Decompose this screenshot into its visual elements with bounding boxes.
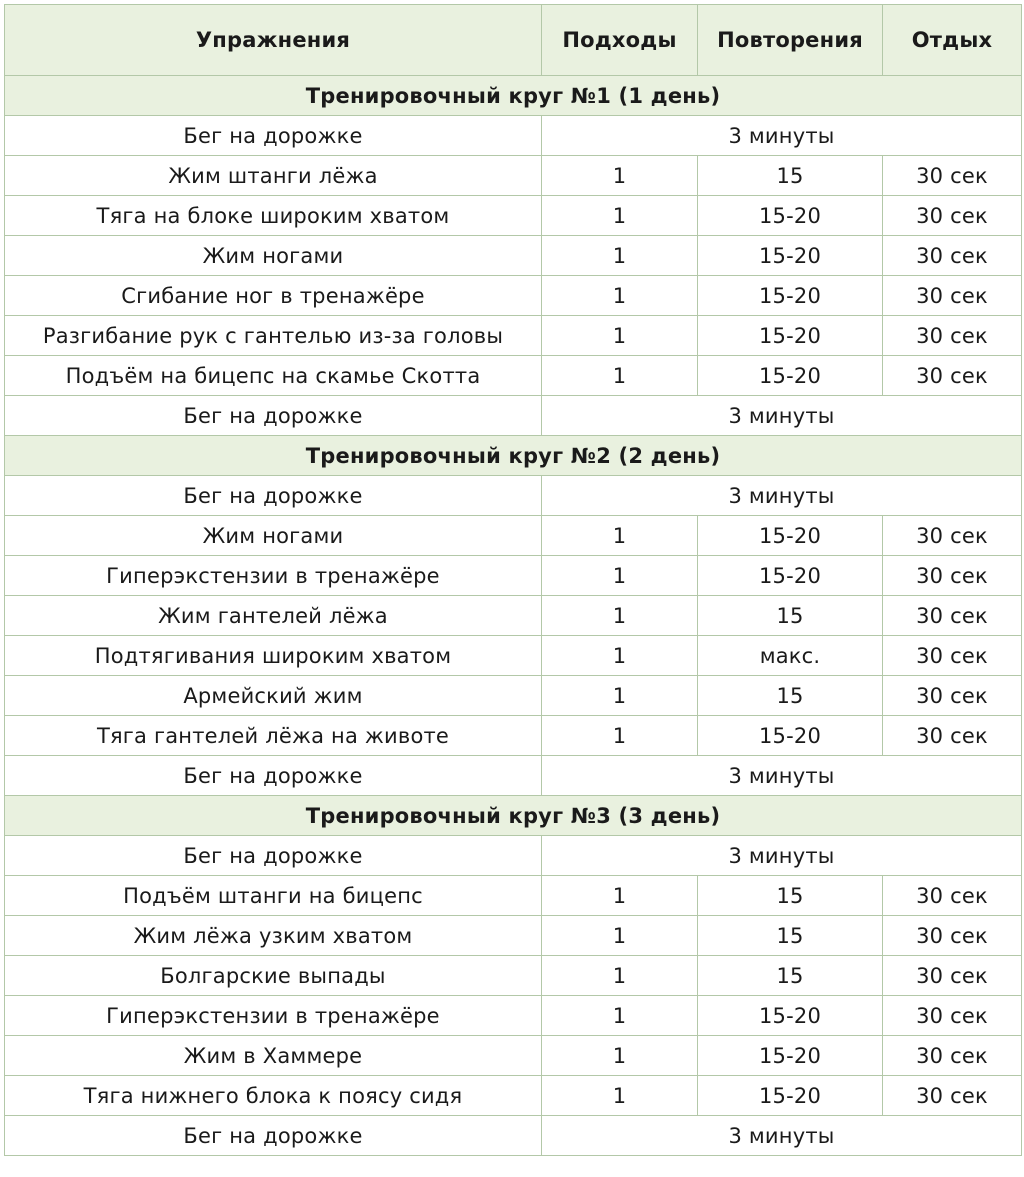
duration-cell: 3 минуты [542,756,1022,796]
section-row [5,76,1022,116]
sets-cell: 1 [542,316,698,356]
exercise-cell: Армейский жим [5,676,542,716]
reps-cell: 15 [698,916,883,956]
table-row [5,396,1022,436]
rest-cell: 30 сек [883,316,1022,356]
sets-cell: 1 [542,596,698,636]
rest-cell: 30 сек [883,996,1022,1036]
exercise-cell: Жим гантелей лёжа [5,596,542,636]
table-row [5,316,1022,356]
rest-cell: 30 сек [883,516,1022,556]
exercise-cell: Тяга нижнего блока к поясу сидя [5,1076,542,1116]
sets-cell: 1 [542,556,698,596]
section-title: Тренировочный круг №2 (2 день) [5,436,1022,476]
reps-cell: 15-20 [698,716,883,756]
rest-cell: 30 сек [883,196,1022,236]
exercise-cell: Бег на дорожке [5,396,542,436]
exercise-cell: Жим ногами [5,236,542,276]
exercise-cell: Болгарские выпады [5,956,542,996]
table-row [5,756,1022,796]
section-row [5,436,1022,476]
rest-cell: 30 сек [883,236,1022,276]
table-row [5,1076,1022,1116]
reps-cell: 15 [698,156,883,196]
sets-cell: 1 [542,716,698,756]
rest-cell: 30 сек [883,1076,1022,1116]
reps-cell: 15-20 [698,1036,883,1076]
duration-cell: 3 минуты [542,476,1022,516]
table-row [5,276,1022,316]
reps-cell: 15 [698,596,883,636]
exercise-cell: Подъём на бицепс на скамье Скотта [5,356,542,396]
sets-cell: 1 [542,876,698,916]
table-row [5,596,1022,636]
section-row [5,796,1022,836]
exercise-cell: Жим в Хаммере [5,1036,542,1076]
table-row [5,516,1022,556]
reps-cell: 15-20 [698,316,883,356]
exercise-cell: Бег на дорожке [5,116,542,156]
exercise-cell: Тяга гантелей лёжа на животе [5,716,542,756]
reps-cell: 15-20 [698,996,883,1036]
exercise-cell: Сгибание ног в тренажёре [5,276,542,316]
table-row [5,716,1022,756]
reps-cell: 15-20 [698,1076,883,1116]
duration-cell: 3 минуты [542,116,1022,156]
exercise-cell: Бег на дорожке [5,836,542,876]
rest-cell: 30 сек [883,276,1022,316]
exercise-cell: Жим штанги лёжа [5,156,542,196]
exercise-cell: Тяга на блоке широким хватом [5,196,542,236]
sets-cell: 1 [542,996,698,1036]
reps-cell: 15-20 [698,276,883,316]
table-row [5,1116,1022,1156]
exercise-cell: Бег на дорожке [5,1116,542,1156]
table-row [5,1036,1022,1076]
exercise-cell: Подтягивания широким хватом [5,636,542,676]
sets-cell: 1 [542,676,698,716]
table-row [5,116,1022,156]
sets-cell: 1 [542,156,698,196]
table-row [5,196,1022,236]
rest-cell: 30 сек [883,876,1022,916]
reps-cell: 15 [698,956,883,996]
workout-table [4,4,1022,1156]
table-row [5,996,1022,1036]
exercise-cell: Бег на дорожке [5,476,542,516]
table-row [5,956,1022,996]
sets-cell: 1 [542,516,698,556]
sets-cell: 1 [542,956,698,996]
sets-cell: 1 [542,636,698,676]
exercise-cell: Гиперэкстензии в тренажёре [5,996,542,1036]
rest-cell: 30 сек [883,156,1022,196]
exercise-cell: Жим лёжа узким хватом [5,916,542,956]
sets-cell: 1 [542,236,698,276]
duration-cell: 3 минуты [542,836,1022,876]
rest-cell: 30 сек [883,956,1022,996]
exercise-cell: Гиперэкстензии в тренажёре [5,556,542,596]
table-row [5,876,1022,916]
header-sets: Подходы [542,5,698,76]
sets-cell: 1 [542,916,698,956]
duration-cell: 3 минуты [542,396,1022,436]
sets-cell: 1 [542,1076,698,1116]
exercise-cell: Бег на дорожке [5,756,542,796]
table-body [5,76,1022,1156]
reps-cell: 15 [698,676,883,716]
rest-cell: 30 сек [883,636,1022,676]
header-reps: Повторения [698,5,883,76]
duration-cell: 3 минуты [542,1116,1022,1156]
table-row [5,836,1022,876]
table-row [5,236,1022,276]
reps-cell: 15-20 [698,356,883,396]
section-title: Тренировочный круг №1 (1 день) [5,76,1022,116]
header-exercises: Упражнения [5,5,542,76]
table-row [5,916,1022,956]
table-row [5,556,1022,596]
rest-cell: 30 сек [883,596,1022,636]
rest-cell: 30 сек [883,1036,1022,1076]
exercise-cell: Разгибание рук с гантелью из-за головы [5,316,542,356]
exercise-cell: Подъём штанги на бицепс [5,876,542,916]
reps-cell: 15-20 [698,556,883,596]
rest-cell: 30 сек [883,716,1022,756]
exercise-cell: Жим ногами [5,516,542,556]
reps-cell: макс. [698,636,883,676]
reps-cell: 15-20 [698,236,883,276]
sets-cell: 1 [542,196,698,236]
sets-cell: 1 [542,356,698,396]
table-row [5,476,1022,516]
reps-cell: 15-20 [698,516,883,556]
rest-cell: 30 сек [883,556,1022,596]
table-header [5,5,1022,76]
table-row [5,636,1022,676]
table-row [5,356,1022,396]
rest-cell: 30 сек [883,356,1022,396]
table-row [5,676,1022,716]
table-row [5,156,1022,196]
reps-cell: 15-20 [698,196,883,236]
header-row [5,5,1022,76]
reps-cell: 15 [698,876,883,916]
rest-cell: 30 сек [883,916,1022,956]
header-rest: Отдых [883,5,1022,76]
rest-cell: 30 сек [883,676,1022,716]
section-title: Тренировочный круг №3 (3 день) [5,796,1022,836]
sets-cell: 1 [542,1036,698,1076]
sets-cell: 1 [542,276,698,316]
